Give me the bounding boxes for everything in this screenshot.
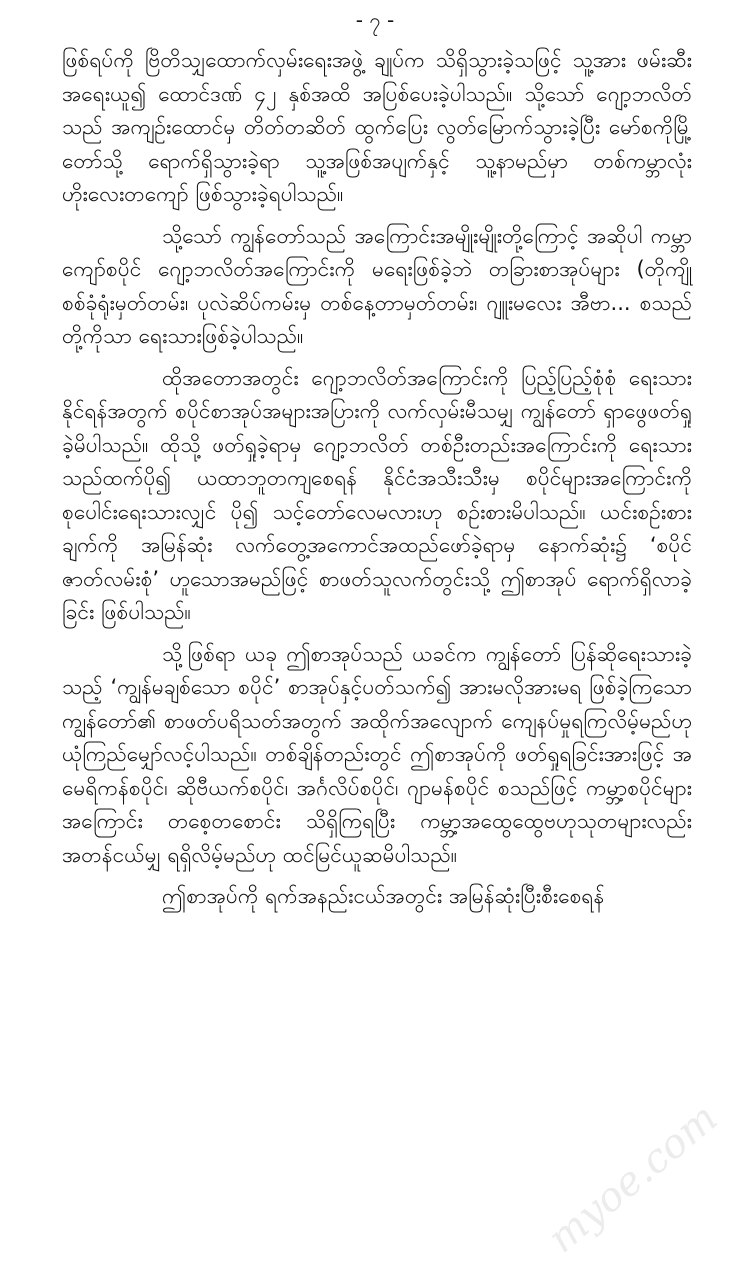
paragraph-3: ထိုအတောအတွင်း ဂျော့ဘလိတ်အကြောင်းကို ပြည့်ပြည့်စုံစုံ ရေးသားနိုင်ရန်အတွက် စပိုင်စာအုပ်အများအပြားကို လက်လှမ်းမီသမျှ ကျွန်တော် ရှာဖွေဖတ်ရှုခဲ့မိပါသည်။ ထိုသို့ ဖတ်ရှုခဲ့ရာမှ ဂျော့ဘလိတ် တစ်ဦးတည်းအကြောင်းကို ရေးသားသည်ထက်ပို၍ ယထာဘူတကျစေရန် နိုင်ငံအသီးသီးမှ စပိုင်များအကြောင်းကို စုပေါင်းရေးသားလျှင် ပို၍ သင့်တော်လေမလားဟု စဉ်းစားမိပါသည်။ ယင်းစဉ်းစားချက်ကို အမြန်ဆုံး လက်တွေ့အကောင်အထည်ဖော်ခဲ့ရာမှ နောက်ဆုံး၌ ‘စပိုင်ဇာတ်လမ်းစုံ’ ဟူသောအမည်ဖြင့် စာဖတ်သူလက်တွင်းသို့ ဤစာအုပ် ရောက်ရှိလာခဲ့ခြင်း ဖြစ်ပါသည်။: [62, 365, 692, 624]
page-number: - ၇ -: [355, 8, 395, 32]
watermark: myoe.com: [539, 1094, 726, 1262]
paragraph-2: သို့သော် ကျွန်တော်သည် အကြောင်းအမျိုးမျိုးတို့ကြောင့် အဆိုပါ ကမ္ဘာကျော်စပိုင် ဂျော့ဘလိတ်အကြောင်းကို မရေးဖြစ်ခဲ့ဘဲ တခြားစာအုပ်များ (တိုကျိုစစ်ခုံရုံးမှတ်တမ်း၊ ပုလဲဆိပ်ကမ်းမှ တစ်နေ့တာမှတ်တမ်း၊ ဂျူးမလေး အီဗာ... စသည်တို့ကိုသာ ရေးသားဖြစ်ခဲ့ပါသည်။: [62, 223, 692, 348]
paragraph-1: ဖြစ်ရပ်ကို ဗြိတိသျှထောက်လှမ်းရေးအဖွဲ့ ချုပ်က သိရှိသွားခဲ့သဖြင့် သူ့အား ဖမ်းဆီးအရေးယူ၍ ထောင်ဒဏ် ၄၂ နှစ်အထိ အပြစ်ပေးခဲ့ပါသည်။ သို့သော် ဂျော့ဘလိတ်သည် အကျဉ်းထောင်မှ တိတ်တဆိတ် ထွက်ပြေး လွတ်မြောက်သွားခဲ့ပြီး မော်စကိုမြို့ တော်သို့ ရောက်ရှိသွားခဲ့ရာ သူ့အဖြစ်အပျက်နှင့် သူ့နာမည်မှာ တစ်ကမ္ဘာလုံး ဟိုးလေးတကျော် ဖြစ်သွားခဲ့ရပါသည်။: [62, 48, 692, 206]
body-text: [62, 44, 692, 916]
paragraph-5: ဤစာအုပ်ကို ရက်အနည်းငယ်အတွင်း အမြန်ဆုံးပြီးစီးစေရန်: [162, 884, 605, 908]
paragraph-4: သို့ဖြစ်ရာ ယခု ဤစာအုပ်သည် ယခင်က ကျွန်တော် ပြန်ဆိုရေးသားခဲ့သည့် ‘ကျွန်မချစ်သော စပိုင်’ စာအုပ်နှင့်ပတ်သက်၍ အားမလိုအားမရ ဖြစ်ခဲ့ကြသော ကျွန်တော်၏ စာဖတ်ပရိသတ်အတွက် အထိုက်အလျောက် ကျေနပ်မှုရကြလိမ့်မည်ဟု ယုံကြည်မျှော်လင့်ပါသည်။ တစ်ချိန်တည်းတွင် ဤစာအုပ်ကို ဖတ်ရှုရခြင်းအားဖြင့် အမေရိကန်စပိုင်၊ ဆိုဗီယက်စပိုင်၊ အင်္ဂလိပ်စပိုင်၊ ဂျာမန်စပိုင် စသည်ဖြင့် ကမ္ဘာ့စပိုင်များအကြောင်း တစေ့တစောင်း သိရှိကြရပြီး ကမ္ဘာ့အထွေထွေဗဟုသုတများလည်း အတန်ငယ်မျှ ရရှိလိမ့်မည်ဟု ထင်မြင်ယူဆမိပါသည်။: [62, 641, 692, 867]
